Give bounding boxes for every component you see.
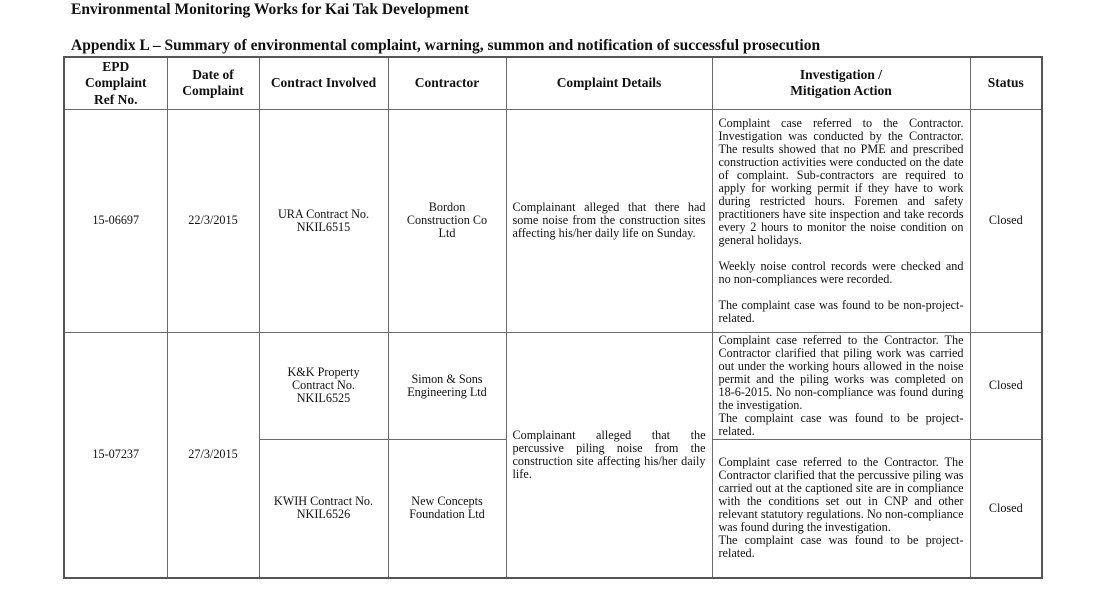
action-paragraph: Weekly noise control records were checked and no non-compliances were recorded. — [718, 258, 964, 286]
header-details: Complaint Details — [506, 57, 712, 109]
header-status: Status — [970, 57, 1042, 109]
action-paragraph: The complaint case was found to be project-related. — [718, 410, 964, 438]
ref-no-cell: 15-07237 — [64, 332, 167, 578]
table-row — [64, 109, 1042, 332]
action-paragraph: Complaint case referred to the Contractor. Investigation was conducted by the Contractor. The results showed that no PME and prescribed construction activities were conducted on the date of complaint. Sub-contractors are required to apply for working permit if they have to work during restricted hours. Foremen and safety practitioners have site inspection and take records every 2 hours to monitor the noise condition on general holidays. — [718, 115, 964, 247]
action-cell — [712, 439, 970, 578]
date-cell: 27/3/2015 — [167, 332, 259, 578]
action-paragraph: The complaint case was found to be project-related. — [718, 533, 964, 561]
contract-cell: URA Contract No. NKIL6515 — [259, 109, 388, 332]
contract-cell: K&K Property Contract No. NKIL6525 — [259, 332, 388, 439]
status-cell: Closed — [970, 109, 1042, 332]
ref-no-cell: 15-06697 — [64, 109, 167, 332]
action-cell — [712, 109, 970, 332]
contract-cell: KWIH Contract No. NKIL6526 — [259, 439, 388, 578]
action-cell — [712, 332, 970, 439]
header-ref-no: EPD Complaint Ref No. — [64, 57, 167, 109]
complaint-summary-table — [63, 56, 1043, 579]
complaint-details-cell: Complainant alleged that there had some noise from the construction sites affecting his/her daily life on Sunday. — [506, 109, 712, 332]
contractor-cell: New Concepts Foundation Ltd — [388, 439, 506, 578]
action-paragraph: The complaint case was found to be non-project-related. — [718, 297, 964, 325]
header-date: Date of Complaint — [167, 57, 259, 109]
document-title: Environmental Monitoring Works for Kai Tak Development — [71, 1, 469, 18]
contractor-cell: Simon & Sons Engineering Ltd — [388, 332, 506, 439]
status-cell: Closed — [970, 439, 1042, 578]
header-contract: Contract Involved — [259, 57, 388, 109]
action-paragraph: Complaint case referred to the Contractor. The Contractor clarified that piling work was carried out under the working hours allowed in the noise permit and the piling works was completed on 18-6-2015. No non-compliance was found during the investigation. — [718, 332, 964, 412]
table-row — [64, 332, 1042, 439]
status-cell: Closed — [970, 332, 1042, 439]
date-cell: 22/3/2015 — [167, 109, 259, 332]
table-header-row — [64, 57, 1042, 109]
header-action: Investigation / Mitigation Action — [712, 57, 970, 109]
contractor-cell: Bordon Construction Co Ltd — [388, 109, 506, 332]
action-paragraph: Complaint case referred to the Contractor. The Contractor clarified that the percussive piling was carried out at the captioned site are in compliance with the conditions set out in CNP and other relevant statutory regulations. No non-compliance was found during the investigation. — [718, 455, 964, 535]
appendix-title: Appendix L – Summary of environmental complaint, warning, summon and notification of successful prosecution — [71, 37, 821, 54]
complaint-details-cell: Complainant alleged that the percussive piling noise from the construction site affecting his/her daily life. — [506, 332, 712, 578]
header-contractor: Contractor — [388, 57, 506, 109]
